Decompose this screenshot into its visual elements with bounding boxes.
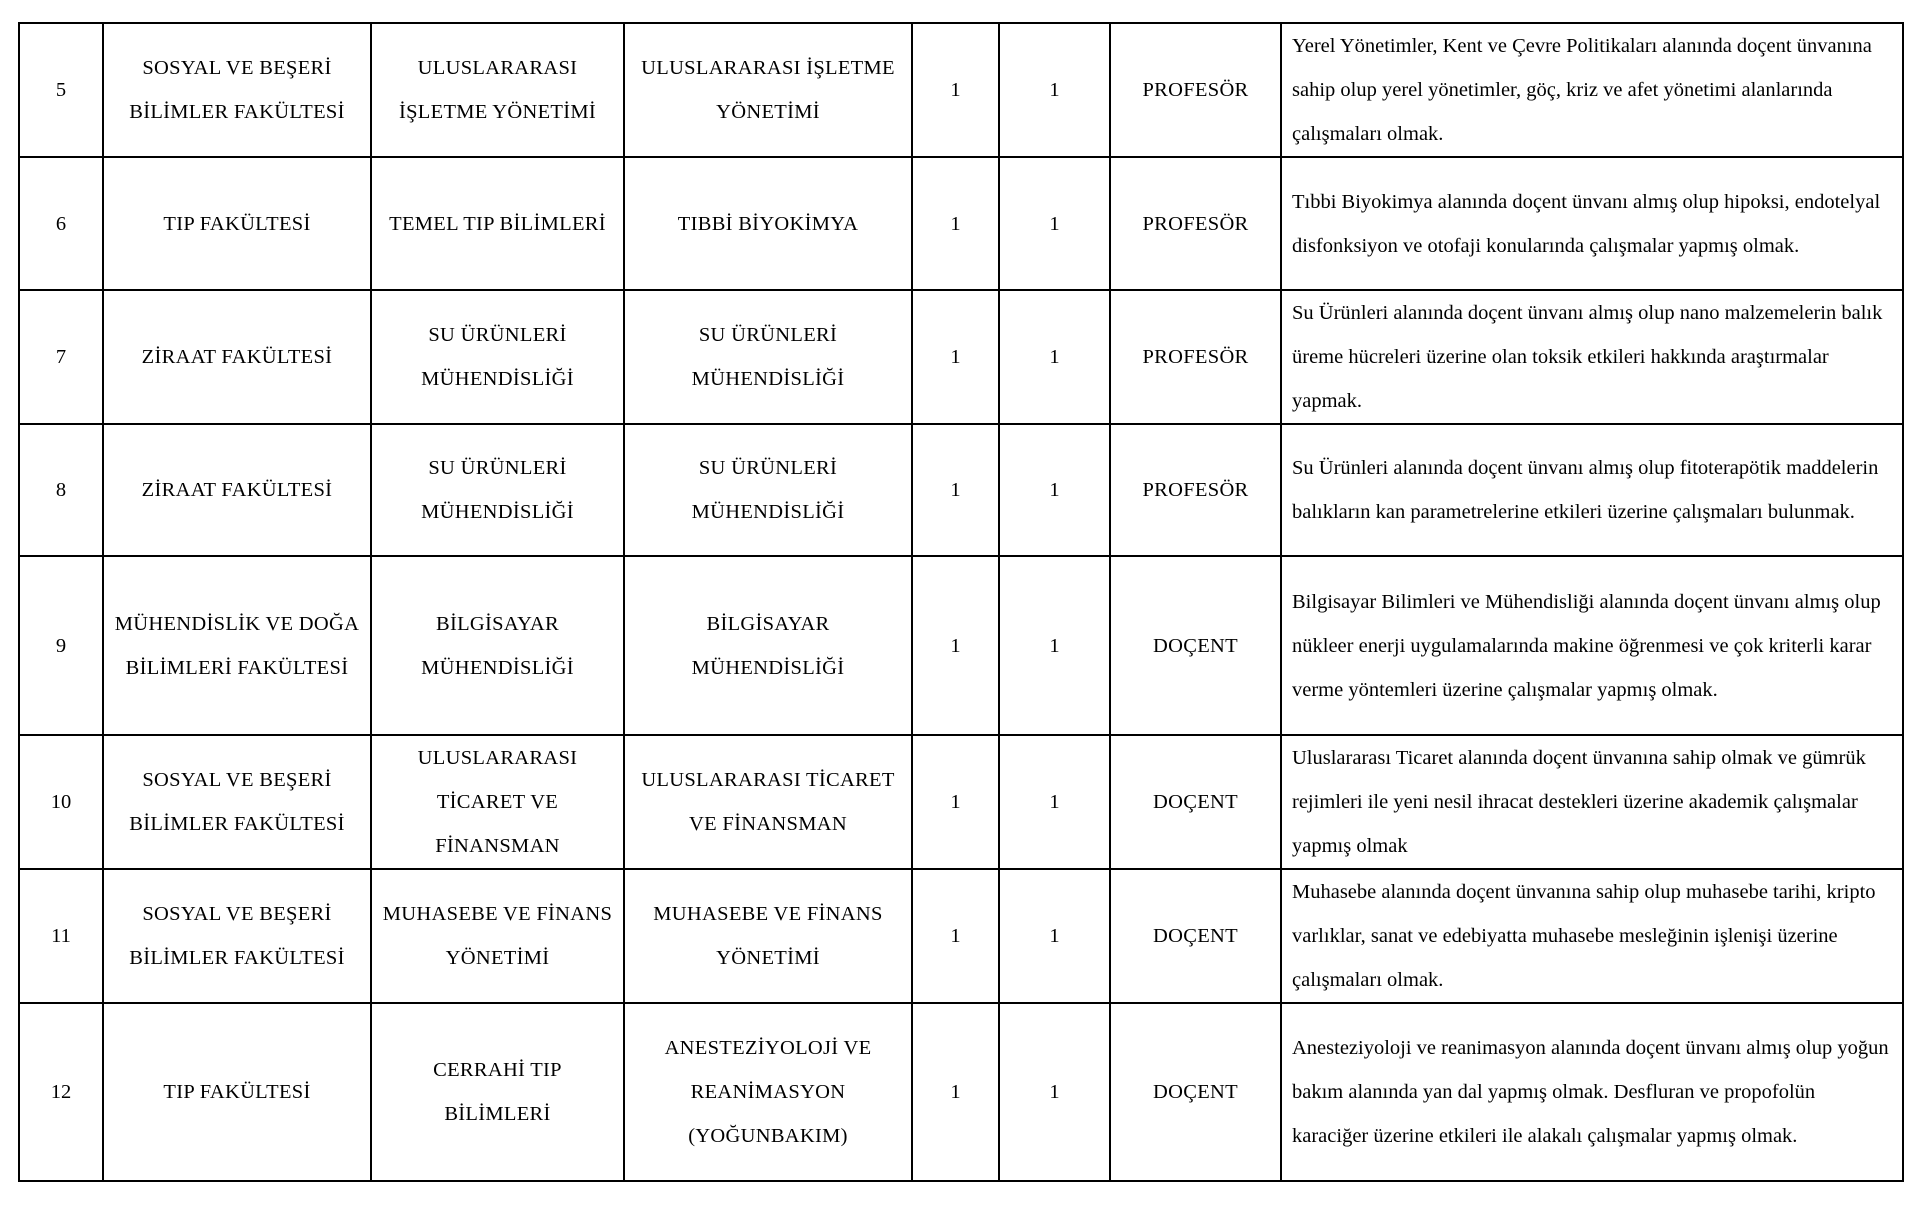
- count-cell: 1: [912, 424, 999, 556]
- faculty-cell: TIP FAKÜLTESİ: [103, 1003, 371, 1181]
- department-cell: CERRAHİ TIP BİLİMLERİ: [371, 1003, 624, 1181]
- department-cell: SU ÜRÜNLERİ MÜHENDİSLİĞİ: [371, 290, 624, 424]
- table-row: [19, 1003, 1903, 1181]
- field-cell: ANESTEZİYOLOJİ VE REANİMASYON (YOĞUNBAKIM): [624, 1003, 912, 1181]
- count-cell: 1: [912, 290, 999, 424]
- title-cell: PROFESÖR: [1110, 157, 1281, 290]
- table-row: [19, 869, 1903, 1003]
- row-number: 12: [19, 1003, 103, 1181]
- row-number: 11: [19, 869, 103, 1003]
- faculty-cell: TIP FAKÜLTESİ: [103, 157, 371, 290]
- department-cell: ULUSLARARASI İŞLETME YÖNETİMİ: [371, 23, 624, 157]
- field-cell: MUHASEBE VE FİNANS YÖNETİMİ: [624, 869, 912, 1003]
- faculty-cell: ZİRAAT FAKÜLTESİ: [103, 424, 371, 556]
- table-row: [19, 157, 1903, 290]
- faculty-cell: SOSYAL VE BEŞERİ BİLİMLER FAKÜLTESİ: [103, 23, 371, 157]
- field-cell: TIBBİ BİYOKİMYA: [624, 157, 912, 290]
- field-cell: BİLGİSAYAR MÜHENDİSLİĞİ: [624, 556, 912, 735]
- title-cell: PROFESÖR: [1110, 290, 1281, 424]
- field-cell: SU ÜRÜNLERİ MÜHENDİSLİĞİ: [624, 424, 912, 556]
- count-cell: 1: [999, 1003, 1110, 1181]
- faculty-cell: ZİRAAT FAKÜLTESİ: [103, 290, 371, 424]
- positions-table: [18, 22, 1904, 1182]
- faculty-cell: MÜHENDİSLİK VE DOĞA BİLİMLERİ FAKÜLTESİ: [103, 556, 371, 735]
- title-cell: PROFESÖR: [1110, 424, 1281, 556]
- table-row: [19, 735, 1903, 869]
- field-cell: SU ÜRÜNLERİ MÜHENDİSLİĞİ: [624, 290, 912, 424]
- description-cell: Anesteziyoloji ve reanimasyon alanında doçent ünvanı almış olup yoğun bakım alanında yan dal yapmış olmak. Desfluran ve propofolün karaciğer üzerine etkileri ile alakalı çalışmalar yapmış olmak.: [1281, 1003, 1903, 1181]
- description-cell: Muhasebe alanında doçent ünvanına sahip olup muhasebe tarihi, kripto varlıklar, sanat ve edebiyatta muhasebe mesleğinin işlenişi üzerine çalışmaları olmak.: [1281, 869, 1903, 1003]
- table-row: [19, 23, 1903, 157]
- count-cell: 1: [999, 556, 1110, 735]
- table-row: [19, 556, 1903, 735]
- row-number: 5: [19, 23, 103, 157]
- row-number: 9: [19, 556, 103, 735]
- row-number: 8: [19, 424, 103, 556]
- count-cell: 1: [999, 424, 1110, 556]
- table-row: [19, 290, 1903, 424]
- description-cell: Uluslararası Ticaret alanında doçent ünvanına sahip olmak ve gümrük rejimleri ile yeni nesil ihracat destekleri üzerine akademik çalışmalar yapmış olmak: [1281, 735, 1903, 869]
- description-cell: Bilgisayar Bilimleri ve Mühendisliği alanında doçent ünvanı almış olup nükleer enerji uygulamalarında makine öğrenmesi ve çok kriterli karar verme yöntemleri üzerine çalışmalar yapmış olmak.: [1281, 556, 1903, 735]
- count-cell: 1: [912, 735, 999, 869]
- title-cell: PROFESÖR: [1110, 23, 1281, 157]
- count-cell: 1: [912, 556, 999, 735]
- field-cell: ULUSLARARASI İŞLETME YÖNETİMİ: [624, 23, 912, 157]
- row-number: 7: [19, 290, 103, 424]
- description-cell: Su Ürünleri alanında doçent ünvanı almış olup fitoterapötik maddelerin balıkların kan parametrelerine etkileri üzerine çalışmaları bulunmak.: [1281, 424, 1903, 556]
- row-number: 10: [19, 735, 103, 869]
- count-cell: 1: [912, 1003, 999, 1181]
- title-cell: DOÇENT: [1110, 1003, 1281, 1181]
- faculty-cell: SOSYAL VE BEŞERİ BİLİMLER FAKÜLTESİ: [103, 735, 371, 869]
- department-cell: ULUSLARARASI TİCARET VE FİNANSMAN: [371, 735, 624, 869]
- count-cell: 1: [912, 23, 999, 157]
- title-cell: DOÇENT: [1110, 869, 1281, 1003]
- field-cell: ULUSLARARASI TİCARET VE FİNANSMAN: [624, 735, 912, 869]
- description-cell: Tıbbi Biyokimya alanında doçent ünvanı almış olup hipoksi, endotelyal disfonksiyon ve otofaji konularında çalışmalar yapmış olmak.: [1281, 157, 1903, 290]
- title-cell: DOÇENT: [1110, 735, 1281, 869]
- faculty-cell: SOSYAL VE BEŞERİ BİLİMLER FAKÜLTESİ: [103, 869, 371, 1003]
- department-cell: SU ÜRÜNLERİ MÜHENDİSLİĞİ: [371, 424, 624, 556]
- count-cell: 1: [999, 157, 1110, 290]
- count-cell: 1: [999, 735, 1110, 869]
- department-cell: TEMEL TIP BİLİMLERİ: [371, 157, 624, 290]
- count-cell: 1: [999, 290, 1110, 424]
- row-number: 6: [19, 157, 103, 290]
- count-cell: 1: [999, 869, 1110, 1003]
- count-cell: 1: [912, 869, 999, 1003]
- department-cell: BİLGİSAYAR MÜHENDİSLİĞİ: [371, 556, 624, 735]
- department-cell: MUHASEBE VE FİNANS YÖNETİMİ: [371, 869, 624, 1003]
- title-cell: DOÇENT: [1110, 556, 1281, 735]
- description-cell: Su Ürünleri alanında doçent ünvanı almış olup nano malzemelerin balık üreme hücreleri üzerine olan toksik etkileri hakkında araştırmalar yapmak.: [1281, 290, 1903, 424]
- count-cell: 1: [999, 23, 1110, 157]
- count-cell: 1: [912, 157, 999, 290]
- description-cell: Yerel Yönetimler, Kent ve Çevre Politikaları alanında doçent ünvanına sahip olup yerel yönetimler, göç, kriz ve afet yönetimi alanlarında çalışmaları olmak.: [1281, 23, 1903, 157]
- table-row: [19, 424, 1903, 556]
